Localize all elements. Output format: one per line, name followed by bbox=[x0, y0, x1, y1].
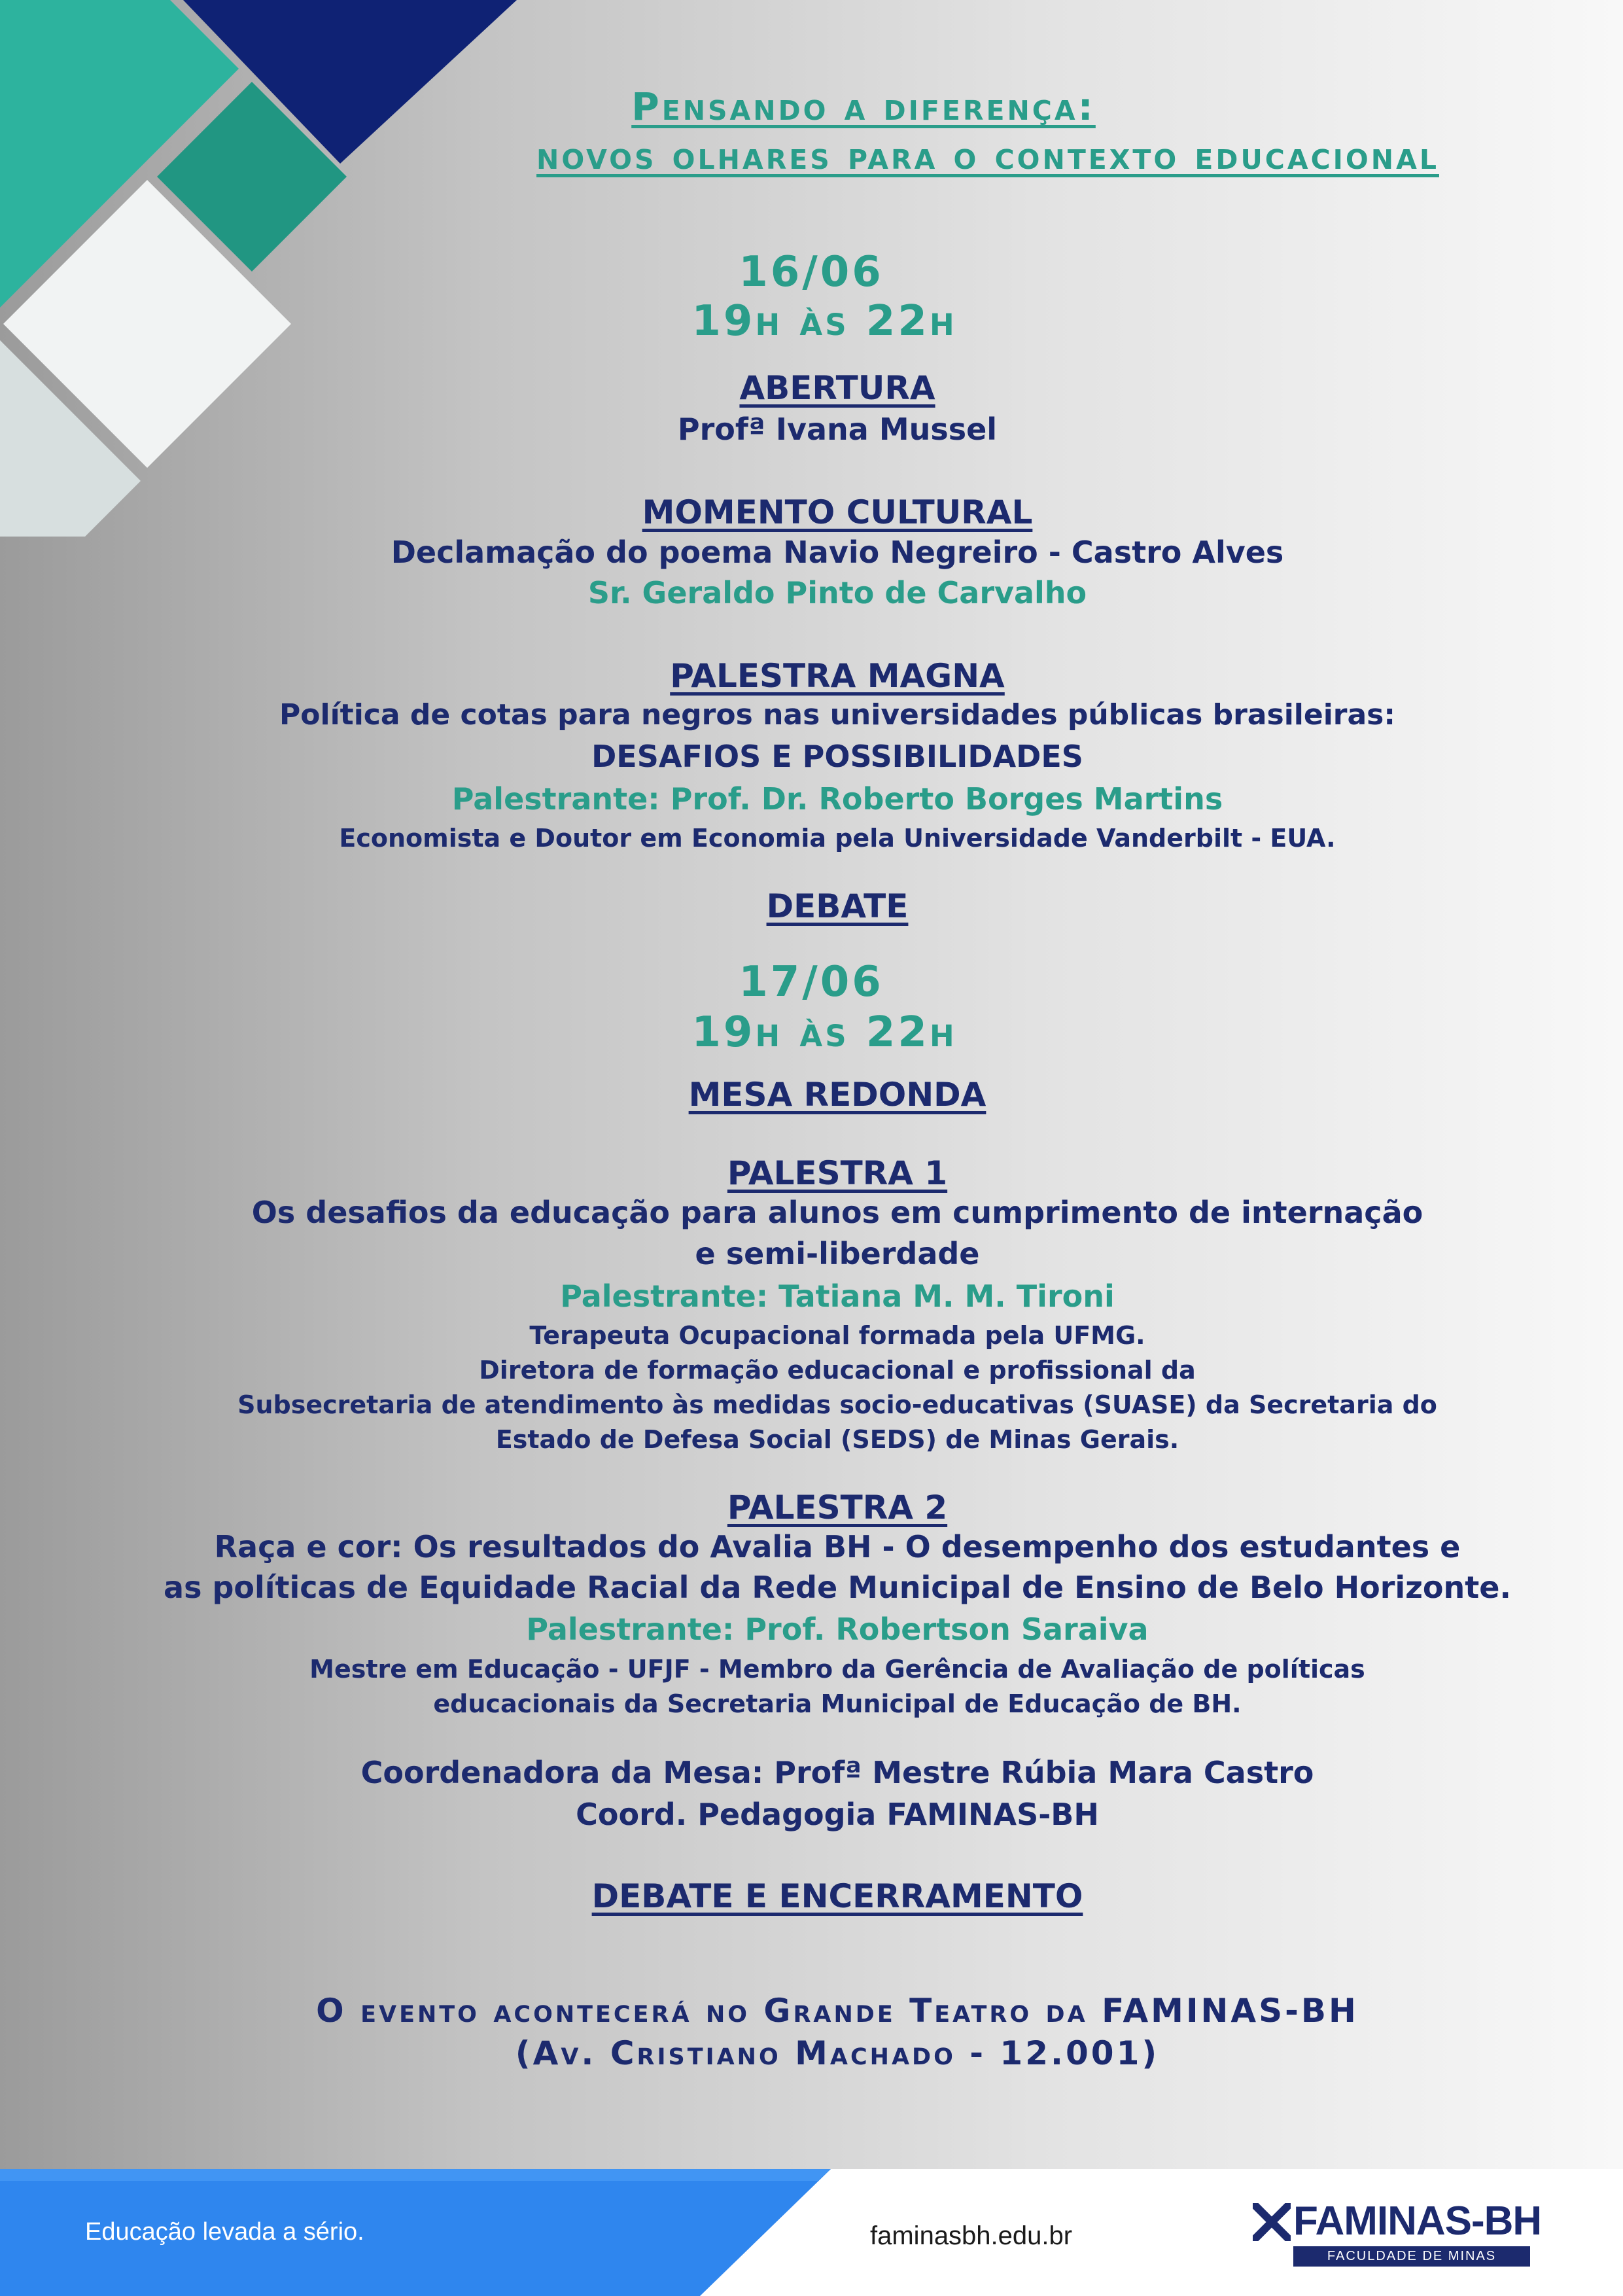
talk2-line2: as políticas de Equidade Racial da Rede Municipal de Ensino de Belo Horizonte. bbox=[164, 1570, 1511, 1605]
magna-line2: DESAFIOS E POSSIBILIDADES bbox=[591, 739, 1083, 774]
footer bbox=[0, 2169, 1623, 2296]
location-line2: (Av. Cristiano Machado - 12.001) bbox=[515, 2034, 1160, 2072]
talk2-speaker: Palestrante: Prof. Robertson Saraiva bbox=[526, 1612, 1149, 1647]
cultural-heading: MOMENTO CULTURAL bbox=[642, 493, 1033, 531]
magna-line1: Política de cotas para negros nas universidades públicas brasileiras: bbox=[279, 698, 1395, 732]
opening-heading: ABERTURA bbox=[739, 369, 935, 407]
talk1-speaker: Palestrante: Tatiana M. M. Tironi bbox=[560, 1279, 1115, 1314]
magna-speaker: Palestrante: Prof. Dr. Roberto Borges Martins bbox=[451, 781, 1223, 817]
magna-bio: Economista e Doutor em Economia pela Universidade Vanderbilt - EUA. bbox=[339, 824, 1336, 853]
event-title-line2: novos olhares para o contexto educacional bbox=[536, 133, 1439, 178]
talk2-heading: PALESTRA 2 bbox=[727, 1489, 948, 1527]
day2-time: 19h às 22h bbox=[691, 1008, 957, 1057]
talk2-bio-2: educacionais da Secretaria Municipal de Educação de BH. bbox=[433, 1689, 1242, 1718]
talk1-heading: PALESTRA 1 bbox=[727, 1154, 948, 1192]
logo-x-icon bbox=[1253, 2203, 1291, 2241]
faminas-logo bbox=[1253, 2200, 1541, 2272]
day1-time: 19h às 22h bbox=[691, 297, 957, 345]
footer-website[interactable]: faminasbh.edu.br bbox=[870, 2221, 1073, 2250]
closing-heading: DEBATE E ENCERRAMENTO bbox=[591, 1877, 1083, 1915]
roundtable-heading: MESA REDONDA bbox=[688, 1076, 986, 1114]
talk1-bio-2: Diretora de formação educacional e profissional da bbox=[479, 1356, 1196, 1385]
magna-heading: PALESTRA MAGNA bbox=[670, 657, 1005, 695]
location-line1: O evento acontecerá no Grande Teatro da FAMINAS-BH bbox=[316, 1992, 1359, 2030]
footer-band-light bbox=[0, 2169, 831, 2181]
cultural-performer: Sr. Geraldo Pinto de Carvalho bbox=[587, 575, 1087, 610]
event-title-line1: Pensando a diferença: bbox=[631, 84, 1096, 129]
day1-date: 16/06 bbox=[739, 248, 884, 296]
opening-name: Profª Ivana Mussel bbox=[677, 412, 998, 447]
talk1-line1: Os desafios da educação para alunos em cumprimento de internação bbox=[251, 1195, 1423, 1230]
logo-name: FAMINAS-BH bbox=[1293, 2199, 1542, 2244]
talk1-bio-4: Estado de Defesa Social (SEDS) de Minas Gerais. bbox=[495, 1425, 1179, 1454]
talk1-bio-1: Terapeuta Ocupacional formada pela UFMG. bbox=[529, 1321, 1145, 1350]
talk2-bio-1: Mestre em Educação - UFJF - Membro da Gerência de Avaliação de políticas bbox=[309, 1655, 1365, 1684]
coordinator-line2: Coord. Pedagogia FAMINAS-BH bbox=[576, 1797, 1099, 1832]
talk2-line1: Raça e cor: Os resultados do Avalia BH - O desempenho dos estudantes e bbox=[214, 1529, 1461, 1564]
footer-slogan: Educação levada a sério. bbox=[85, 2218, 364, 2246]
day2-date: 17/06 bbox=[739, 958, 884, 1006]
day1-debate: DEBATE bbox=[766, 887, 909, 925]
talk1-line2: e semi-liberdade bbox=[695, 1236, 980, 1271]
coordinator-line1: Coordenadora da Mesa: Profª Mestre Rúbia Mara Castro bbox=[360, 1755, 1314, 1790]
talk1-bio-3: Subsecretaria de atendimento às medidas socio-educativas (SUASE) da Secretaria do bbox=[237, 1390, 1437, 1419]
logo-subtitle: FACULDADE DE MINAS bbox=[1293, 2246, 1530, 2267]
cultural-text: Declamação do poema Navio Negreiro - Castro Alves bbox=[391, 535, 1284, 570]
